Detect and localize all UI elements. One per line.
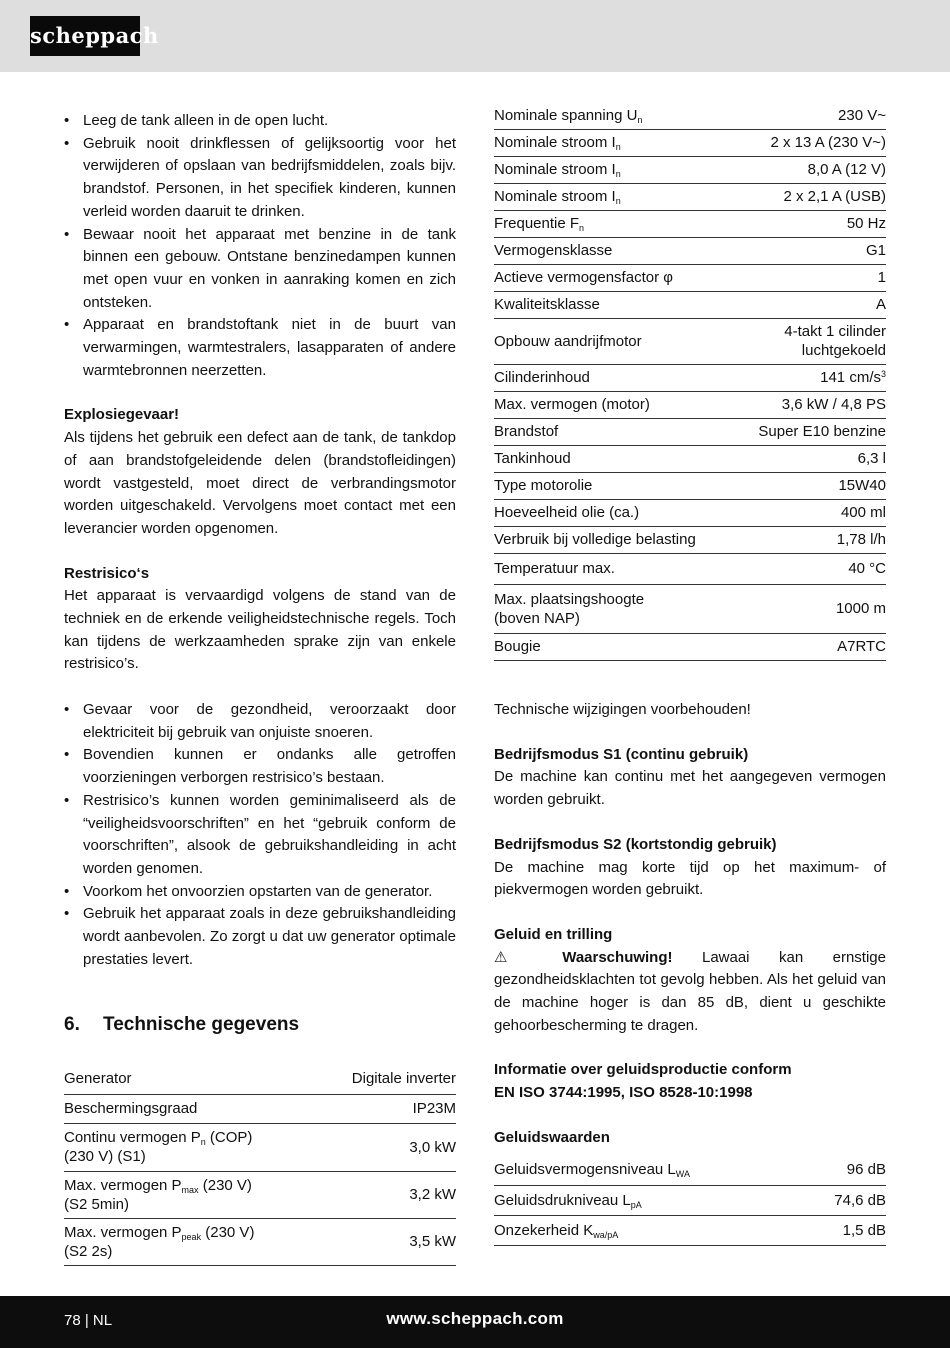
table-row	[494, 291, 886, 318]
left-column-top	[64, 110, 456, 676]
changes-note: Technische wijzigingen voorbehouden!	[494, 701, 751, 718]
table-cell-label: Type motorolie	[494, 472, 734, 499]
table-row	[494, 633, 886, 660]
explosion-heading: Explosiegevaar!	[64, 406, 180, 424]
list-item: • Gevaar voor de gezondheid, veroorzaakt door elektriciteit bij gebruik van onjuiste snoeren.	[64, 699, 456, 744]
noise-values-table	[494, 1155, 886, 1246]
warning-triangle-icon: ⚠	[494, 948, 533, 966]
table-cell-value: 8,0 A (12 V)	[734, 156, 886, 183]
table-cell-value: 6,3 l	[734, 445, 886, 472]
table-cell-label: Onzekerheid $K_{wa/pA}$	[494, 1215, 804, 1245]
table-cell-label: Beschermingsgraad	[64, 1094, 317, 1123]
table-cell-label: Opbouw aandrijfmotor	[494, 318, 734, 364]
table-cell-value: 50 Hz	[734, 210, 886, 237]
tech-table-left-wrapper	[64, 1064, 456, 1266]
header-bar	[0, 0, 950, 72]
table-row	[64, 1218, 456, 1265]
table-cell-label: Continu vermogen $P_n$ (COP) (230 V) (S1)	[64, 1123, 317, 1171]
warning-paragraph	[494, 947, 886, 1038]
table-cell-value: 230 V~	[734, 102, 886, 129]
risk-bullet-list	[64, 699, 456, 971]
list-item: • Gebruik nooit drinkflessen of gelijksoortig voor het verwijderen of opslaan van bedrijfsmiddelen, zoals bijv. brandstof. Personen, in het specifiek kinderen, kunnen verleid worden daaruit te drinken.	[64, 133, 456, 224]
table-cell-label: Hoeveelheid olie (ca.)	[494, 499, 734, 526]
table-row	[494, 418, 886, 445]
table-row	[494, 237, 886, 264]
table-cell-value: 141 $cm/s^3$	[734, 364, 886, 391]
page-number: 78 | NL	[64, 1312, 113, 1329]
table-cell-value: G1	[734, 237, 886, 264]
list-item: • Restrisico’s kunnen worden geminimaliseerd als de “veiligheidsvoorschriften” en het “gebruik conform de voorschriften”, alsook de gebruikshandleiding in acht worden genomen.	[64, 790, 456, 881]
table-cell-value: 1,78 l/h	[734, 526, 886, 553]
tech-table-right-wrapper	[494, 102, 886, 661]
website-link[interactable]: www.scheppach.com	[386, 1309, 564, 1328]
table-cell-label: Max. vermogen $P_{peak}$ (230 V) (S2 2s)	[64, 1218, 317, 1265]
table-cell-label: Max. plaatsingshoogte (boven NAP)	[494, 584, 734, 633]
table-cell-label: Max. vermogen (motor)	[494, 391, 734, 418]
table-cell-value: 2 x 13 A (230 V~)	[734, 129, 886, 156]
table-row	[64, 1171, 456, 1218]
table-cell-value: 2 x 2,1 A (USB)	[734, 183, 886, 210]
table-cell-label: Nominale spanning $U_n$	[494, 102, 734, 129]
right-column-text	[494, 699, 886, 1150]
table-row	[494, 318, 886, 364]
section-heading	[64, 1013, 456, 1037]
table-cell-value: A7RTC	[734, 633, 886, 660]
table-cell-label: Tankinhoud	[494, 445, 734, 472]
table-cell-value: 400 ml	[734, 499, 886, 526]
s1-heading: Bedrijfsmodus S1 (continu gebruik)	[494, 745, 749, 763]
table-cell-label: Brandstof	[494, 418, 734, 445]
table-cell-label: Geluidsdrukniveau $L_{pA}$	[494, 1185, 804, 1215]
table-cell-label: Max. vermogen $P_{max}$ (230 V) (S2 5min)	[64, 1171, 317, 1218]
noise-table-wrapper	[494, 1155, 886, 1246]
table-cell-value: 3,2 kW	[317, 1171, 456, 1218]
table-cell-label: Verbruik bij volledige belasting	[494, 526, 734, 553]
table-cell-value: 1	[734, 264, 886, 291]
residual-risk-heading: Restrisico‘s	[64, 564, 150, 582]
table-cell-value: Super E10 benzine	[734, 418, 886, 445]
table-cell-value: Digitale inverter	[317, 1064, 456, 1094]
table-cell-value: 40 °C	[734, 553, 886, 584]
explosion-paragraph: Als tijdens het gebruik een defect aan de tank, de tankdop of aan brandstofgeleidende delen (brandstofleidingen) wordt vastgesteld, moet direct de verbrandingsmotor worden uitgeschakeld. Vervolgens moet contact met een leverancier worden opgenomen.	[64, 429, 456, 537]
table-row	[494, 1185, 886, 1215]
table-row	[494, 210, 886, 237]
table-row	[494, 526, 886, 553]
warning-label: Waarschuwing!	[562, 948, 673, 966]
footer-bar	[0, 1296, 950, 1348]
warning-text: Lawaai kan ernstige gezondheidsklachten tot gevolg hebben. Als het geluid van de machine hoger is dan 85 dB, dient u geschikte gehoorbescherming te dragen.	[494, 948, 886, 1034]
table-row	[494, 499, 886, 526]
table-row	[494, 1155, 886, 1185]
table-cell-value: 15W40	[734, 472, 886, 499]
table-cell-value: 1,5 dB	[804, 1215, 886, 1245]
list-item: • Gebruik het apparaat zoals in deze gebruikshandleiding wordt aanbevolen. Zo zorgt u dat uw generator optimale prestaties levert.	[64, 903, 456, 971]
noise-info-heading-line1: Informatie over geluidsproductie conform	[494, 1061, 792, 1079]
table-row	[64, 1064, 456, 1094]
noise-info-heading-line2: EN ISO 3744:1995, ISO 8528-10:1998	[494, 1084, 753, 1102]
table-cell-label: Cilinderinhoud	[494, 364, 734, 391]
table-row	[64, 1123, 456, 1171]
table-cell-label: Bougie	[494, 633, 734, 660]
table-cell-value: 4-takt 1 cilinder luchtgekoeld	[734, 318, 886, 364]
table-row	[494, 584, 886, 633]
table-row	[494, 102, 886, 129]
table-row	[494, 445, 886, 472]
section-number: 6.	[64, 1014, 80, 1035]
tech-specs-table-right	[494, 102, 886, 661]
table-cell-value: 74,6 dB	[804, 1185, 886, 1215]
list-item: • Apparaat en brandstoftank niet in de buurt van verwarmingen, warmtestralers, lasapparaten of andere warmtebronnen neerzetten.	[64, 314, 456, 382]
noise-heading: Geluid en trilling	[494, 925, 613, 943]
scheppach-logo: scheppach	[30, 16, 140, 56]
noise-values-heading: Geluidswaarden	[494, 1128, 610, 1146]
table-cell-label: Nominale stroom $I_n$	[494, 129, 734, 156]
table-cell-value: A	[734, 291, 886, 318]
table-cell-label: Temperatuur max.	[494, 553, 734, 584]
table-row	[494, 129, 886, 156]
list-item: • Voorkom het onvoorzien opstarten van de generator.	[64, 881, 456, 904]
table-cell-value: 3,5 kW	[317, 1218, 456, 1265]
s1-paragraph: De machine kan continu met het aangegeven vermogen worden gebruikt.	[494, 768, 886, 809]
table-row	[494, 183, 886, 210]
table-row	[494, 553, 886, 584]
table-cell-value: 96 dB	[804, 1155, 886, 1185]
table-cell-label: Kwaliteitsklasse	[494, 291, 734, 318]
table-cell-label: Frequentie $F_n$	[494, 210, 734, 237]
s2-paragraph: De machine mag korte tijd op het maximum- of piekvermogen worden gebruikt.	[494, 858, 886, 899]
table-cell-label: Generator	[64, 1064, 317, 1094]
list-item: • Leeg de tank alleen in de open lucht.	[64, 110, 456, 133]
list-item: • Bewaar nooit het apparaat met benzine in de tank binnen een gebouw. Ontstane benzinedampen kunnen met open vuur en vonken in aanraking komen en zich ontsteken.	[64, 224, 456, 315]
table-row	[494, 472, 886, 499]
list-item: • Bovendien kunnen er ondanks alle getroffen voorzieningen verborgen restrisico’s bestaan.	[64, 744, 456, 789]
section-title: Technische gegevens	[103, 1014, 300, 1035]
s2-heading: Bedrijfsmodus S2 (kortstondig gebruik)	[494, 835, 777, 853]
tech-specs-table-left	[64, 1064, 456, 1266]
table-cell-value: 1000 m	[734, 584, 886, 633]
left-column-bottom	[64, 699, 456, 971]
table-row	[494, 264, 886, 291]
residual-risk-paragraph: Het apparaat is vervaardigd volgens de stand van de techniek en de erkende veiligheidstechnische regels. Toch kan tijdens de werkzaamheden sprake zijn van enkele restrisico’s.	[64, 587, 456, 673]
table-cell-label: Vermogensklasse	[494, 237, 734, 264]
table-cell-label: Nominale stroom $I_n$	[494, 183, 734, 210]
table-cell-label: Nominale stroom $I_n$	[494, 156, 734, 183]
table-cell-label: Geluidsvermogensniveau $L_{WA}$	[494, 1155, 804, 1185]
table-row	[494, 1215, 886, 1245]
table-cell-value: 3,6 kW / 4,8 PS	[734, 391, 886, 418]
table-row	[494, 156, 886, 183]
table-row	[494, 391, 886, 418]
table-row	[64, 1094, 456, 1123]
safety-bullet-list	[64, 110, 456, 382]
table-cell-label: Actieve vermogensfactor φ	[494, 264, 734, 291]
table-cell-value: 3,0 kW	[317, 1123, 456, 1171]
table-row	[494, 364, 886, 391]
table-cell-value: IP23M	[317, 1094, 456, 1123]
